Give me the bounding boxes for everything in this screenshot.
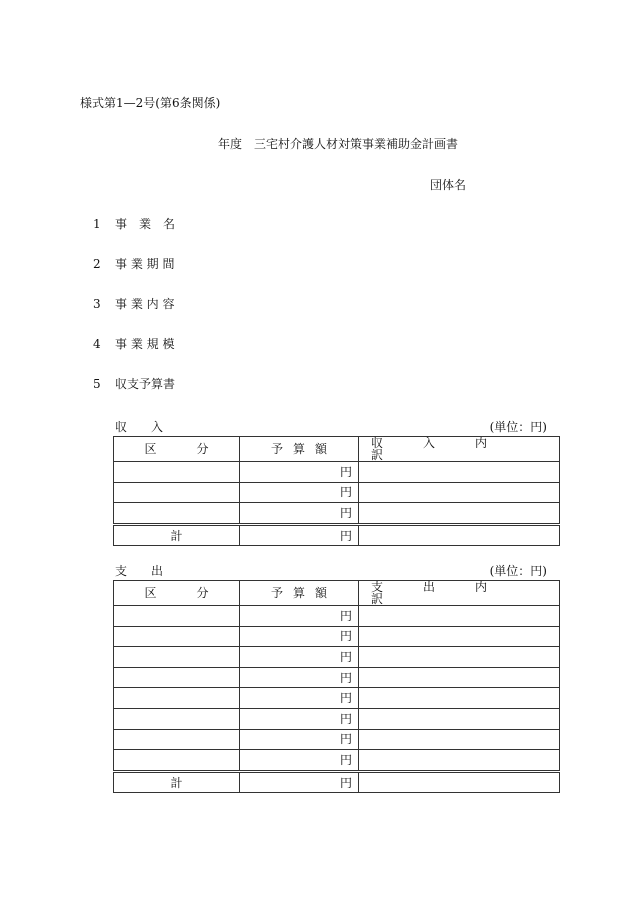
- col-budget: 予算額: [270, 586, 337, 600]
- organization-label: 団体名: [430, 178, 467, 192]
- budget-cell[interactable]: 円: [240, 667, 359, 688]
- expense-header-row: [114, 581, 560, 606]
- breakdown-cell[interactable]: [359, 750, 560, 772]
- item-project-scale: 4 事 業 規 模: [93, 337, 175, 351]
- breakdown-cell[interactable]: [359, 688, 560, 709]
- income-title: 収入: [115, 420, 188, 434]
- item-project-name: 1 事 業 名: [93, 217, 176, 231]
- expense-total-row: [114, 771, 560, 793]
- table-row: [114, 647, 560, 668]
- total-label: 計: [114, 771, 240, 793]
- budget-cell[interactable]: 円: [240, 482, 359, 503]
- table-row: [114, 462, 560, 483]
- budget-cell[interactable]: 円: [240, 688, 359, 709]
- col-breakdown: 支出内訳: [371, 580, 528, 606]
- budget-cell[interactable]: 円: [240, 626, 359, 647]
- budget-cell[interactable]: 円: [240, 462, 359, 483]
- table-row: [114, 667, 560, 688]
- breakdown-cell[interactable]: [359, 462, 560, 483]
- table-row: [114, 606, 560, 627]
- col-category: 区分: [144, 442, 249, 456]
- breakdown-cell[interactable]: [359, 482, 560, 503]
- col-category: 区分: [144, 586, 249, 600]
- category-cell[interactable]: [114, 606, 240, 627]
- table-row: [114, 750, 560, 772]
- income-total-row: [114, 524, 560, 546]
- total-budget-cell[interactable]: 円: [240, 524, 359, 546]
- breakdown-cell[interactable]: [359, 503, 560, 525]
- table-row: [114, 729, 560, 750]
- breakdown-cell[interactable]: [359, 626, 560, 647]
- budget-cell[interactable]: 円: [240, 708, 359, 729]
- breakdown-cell[interactable]: [359, 729, 560, 750]
- total-label: 計: [114, 524, 240, 546]
- category-cell[interactable]: [114, 626, 240, 647]
- budget-cell[interactable]: 円: [240, 750, 359, 772]
- total-breakdown-cell[interactable]: [359, 771, 560, 793]
- breakdown-cell[interactable]: [359, 708, 560, 729]
- expense-section: [113, 562, 547, 793]
- budget-cell[interactable]: 円: [240, 606, 359, 627]
- income-table: [113, 436, 560, 546]
- category-cell[interactable]: [114, 482, 240, 503]
- breakdown-cell[interactable]: [359, 667, 560, 688]
- category-cell[interactable]: [114, 688, 240, 709]
- expense-title: 支出: [115, 564, 188, 578]
- document-title: 年度 三宅村介護人材対策事業補助金計画書: [218, 137, 459, 151]
- item-project-period: 2 事 業 期 間: [93, 257, 175, 271]
- category-cell[interactable]: [114, 708, 240, 729]
- table-row: [114, 503, 560, 525]
- income-section: [113, 418, 547, 546]
- table-row: [114, 482, 560, 503]
- income-header-row: [114, 437, 560, 462]
- item-project-content: 3 事 業 内 容: [93, 297, 175, 311]
- form-number: 様式第1—2号(第6条関係): [80, 96, 221, 110]
- category-cell[interactable]: [114, 462, 240, 483]
- category-cell[interactable]: [114, 667, 240, 688]
- category-cell[interactable]: [114, 750, 240, 772]
- table-row: [114, 688, 560, 709]
- expense-table: [113, 580, 560, 793]
- item-budget: 5 収支予算書: [93, 377, 176, 391]
- breakdown-cell[interactable]: [359, 647, 560, 668]
- total-budget-cell[interactable]: 円: [240, 771, 359, 793]
- total-breakdown-cell[interactable]: [359, 524, 560, 546]
- budget-cell[interactable]: 円: [240, 647, 359, 668]
- expense-unit: (単位：円): [489, 564, 547, 578]
- budget-cell[interactable]: 円: [240, 503, 359, 525]
- table-row: [114, 626, 560, 647]
- col-budget: 予算額: [270, 442, 337, 456]
- breakdown-cell[interactable]: [359, 606, 560, 627]
- income-unit: (単位：円): [489, 420, 547, 434]
- table-row: [114, 708, 560, 729]
- category-cell[interactable]: [114, 647, 240, 668]
- col-breakdown: 収入内訳: [371, 436, 528, 462]
- budget-cell[interactable]: 円: [240, 729, 359, 750]
- category-cell[interactable]: [114, 729, 240, 750]
- category-cell[interactable]: [114, 503, 240, 525]
